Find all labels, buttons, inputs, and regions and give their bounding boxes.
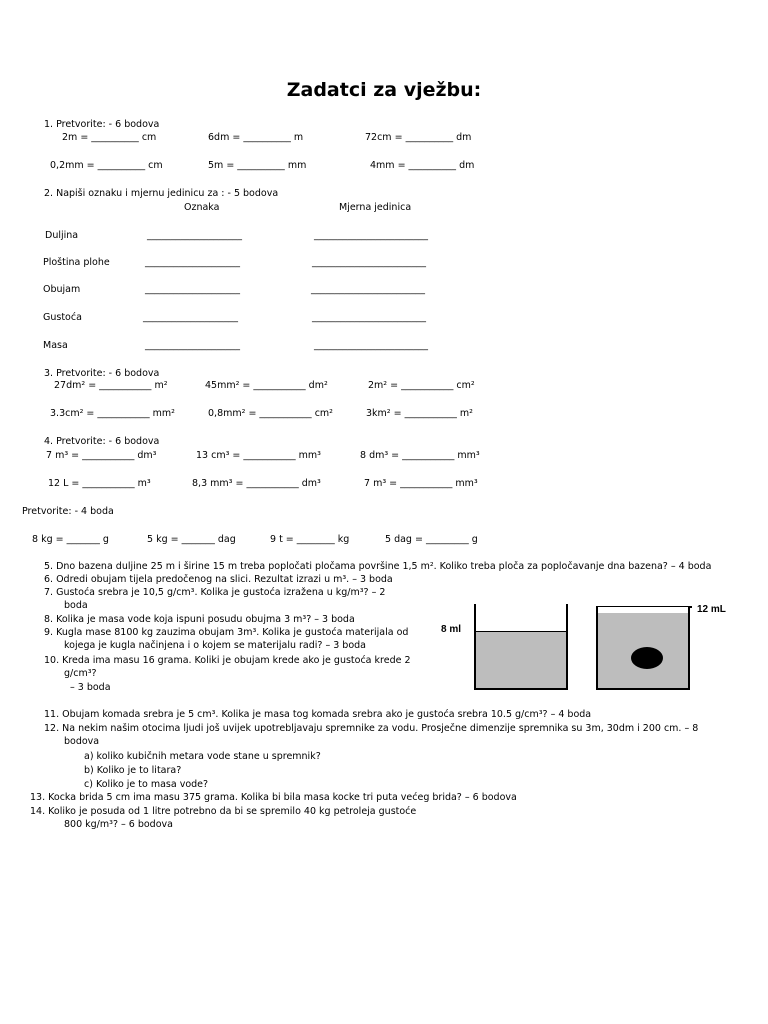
left-volume-label: 8 ml [441, 624, 462, 635]
quantity-label: Ploština plohe [43, 257, 110, 268]
task-1-heading: 1. Pretvorite: - 6 bodova [44, 119, 160, 130]
task-3-heading: 3. Pretvorite: - 6 bodova [44, 368, 160, 379]
task-3-item: 45mm² = ___________ dm² [205, 380, 328, 391]
task-3-item: 2m² = ___________ cm² [368, 380, 475, 391]
blank-line: ________________________ [314, 230, 428, 241]
task-3-item: 3.3cm² = ___________ mm² [50, 408, 175, 419]
task-13: 13. Kocka brida 5 cm ima masu 375 grama. Kolika bi bila masa kocke tri puta većeg brida? – 6 bodova [30, 792, 517, 803]
task-6: 6. Odredi obujam tijela predočenog na slici. Rezultat izrazi u m³. – 3 boda [44, 574, 393, 585]
blank-line: ________________________ [311, 284, 425, 295]
task-7: 7. Gustoća srebra je 10,5 g/cm³. Kolika je gustoća izražena u kg/m³? – 2 [44, 587, 386, 598]
blank-line: ____________________ [145, 340, 240, 351]
task-3-item: 27dm² = ___________ m² [54, 380, 168, 391]
blank-line: ____________________ [143, 312, 238, 323]
task-7-cont: boda [64, 600, 88, 611]
task-1-item: 4mm = __________ dm [370, 160, 475, 171]
task-9-cont: kojega je kugla načinjena i o kojem se materijalu radi? – 3 boda [64, 640, 367, 651]
task-9: 9. Kugla mase 8100 kg zauzima obujam 3m³. Kolika je gustoća materijala od [44, 627, 409, 638]
task-14-cont: 800 kg/m³? – 6 bodova [64, 819, 173, 830]
task-3-item: 0,8mm² = ___________ cm² [208, 408, 333, 419]
blank-line: ____________________ [145, 257, 240, 268]
mass-item: 5 kg = _______ dag [147, 534, 236, 545]
task-10: 10. Kreda ima masu 16 grama. Koliki je obujam krede ako je gustoća krede 2 [44, 655, 411, 666]
submerged-object [631, 647, 663, 669]
task-12: 12. Na nekim našim otocima ljudi još uvijek upotrebljavaju spremnike za vodu. Prosječne dimenzije spremnika su 3m, 30dm i 200 cm. – 8 [44, 723, 699, 734]
task-4-item: 7 m³ = ___________ dm³ [46, 450, 157, 461]
task-1-item: 6dm = __________ m [208, 132, 304, 143]
task-10-cont: g/cm³? [64, 668, 97, 679]
task-1-item: 72cm = __________ dm [365, 132, 472, 143]
blank-line: ________________________ [314, 340, 428, 351]
quantity-label: Duljina [45, 230, 79, 241]
left-water [476, 631, 566, 688]
mass-item: 8 kg = _______ g [32, 534, 109, 545]
task-4-heading: 4. Pretvorite: - 6 bodova [44, 436, 160, 447]
column-header-mjerna-jedinica: Mjerna jedinica [339, 202, 412, 213]
task-12-b: b) Koliko je to litara? [84, 765, 182, 776]
left-beaker [474, 604, 568, 690]
task-10-points: – 3 boda [70, 682, 111, 693]
task-4-item: 7 m³ = ___________ mm³ [364, 478, 478, 489]
task-3-item: 3km² = ___________ m² [366, 408, 473, 419]
mass-heading: Pretvorite: - 4 boda [22, 506, 114, 517]
task-4-item: 8 dm³ = ___________ mm³ [360, 450, 480, 461]
blank-line: ________________________ [312, 312, 426, 323]
right-volume-label: 12 mL [697, 604, 726, 615]
task-5: 5. Dno bazena duljine 25 m i širine 15 m treba popločati pločama površine 1,5 m². Koliko treba ploča za popločavanje dna bazena? – 4 boda [44, 561, 712, 572]
column-header-oznaka: Oznaka [184, 202, 220, 213]
task-4-item: 8,3 mm³ = ___________ dm³ [192, 478, 321, 489]
task-4-item: 13 cm³ = ___________ mm³ [196, 450, 321, 461]
task-1-item: 0,2mm = __________ cm [50, 160, 163, 171]
mass-item: 5 dag = _________ g [385, 534, 478, 545]
quantity-label: Gustoća [43, 312, 82, 323]
task-11: 11. Obujam komada srebra je 5 cm³. Kolika je masa tog komada srebra ako je gustoća srebra 10.5 g/cm³? – 4 boda [44, 709, 592, 720]
task-8: 8. Kolika je masa vode koja ispuni posudu obujma 3 m³? – 3 boda [44, 614, 355, 625]
page-title: Zadatci za vježbu: [286, 79, 482, 101]
task-1-item: 5m = __________ mm [208, 160, 307, 171]
blank-line: ____________________ [147, 230, 242, 241]
task-1-item: 2m = __________ cm [62, 132, 157, 143]
blank-line: ________________________ [312, 257, 426, 268]
task-12-c: c) Koliko je to masa vode? [84, 779, 209, 790]
quantity-label: Obujam [43, 284, 81, 295]
task-4-item: 12 L = ___________ m³ [48, 478, 151, 489]
quantity-label: Masa [43, 340, 68, 351]
task-12-cont: bodova [64, 736, 100, 747]
task-2-heading: 2. Napiši oznaku i mjernu jedinicu za : - 5 bodova [44, 188, 279, 199]
blank-line: ____________________ [145, 284, 240, 295]
mass-item: 9 t = ________ kg [270, 534, 350, 545]
task-14: 14. Koliko je posuda od 1 litre potrebno da bi se spremilo 40 kg petroleja gustoće [30, 806, 417, 817]
task-12-a: a) koliko kubičnih metara vode stane u spremnik? [84, 751, 321, 762]
